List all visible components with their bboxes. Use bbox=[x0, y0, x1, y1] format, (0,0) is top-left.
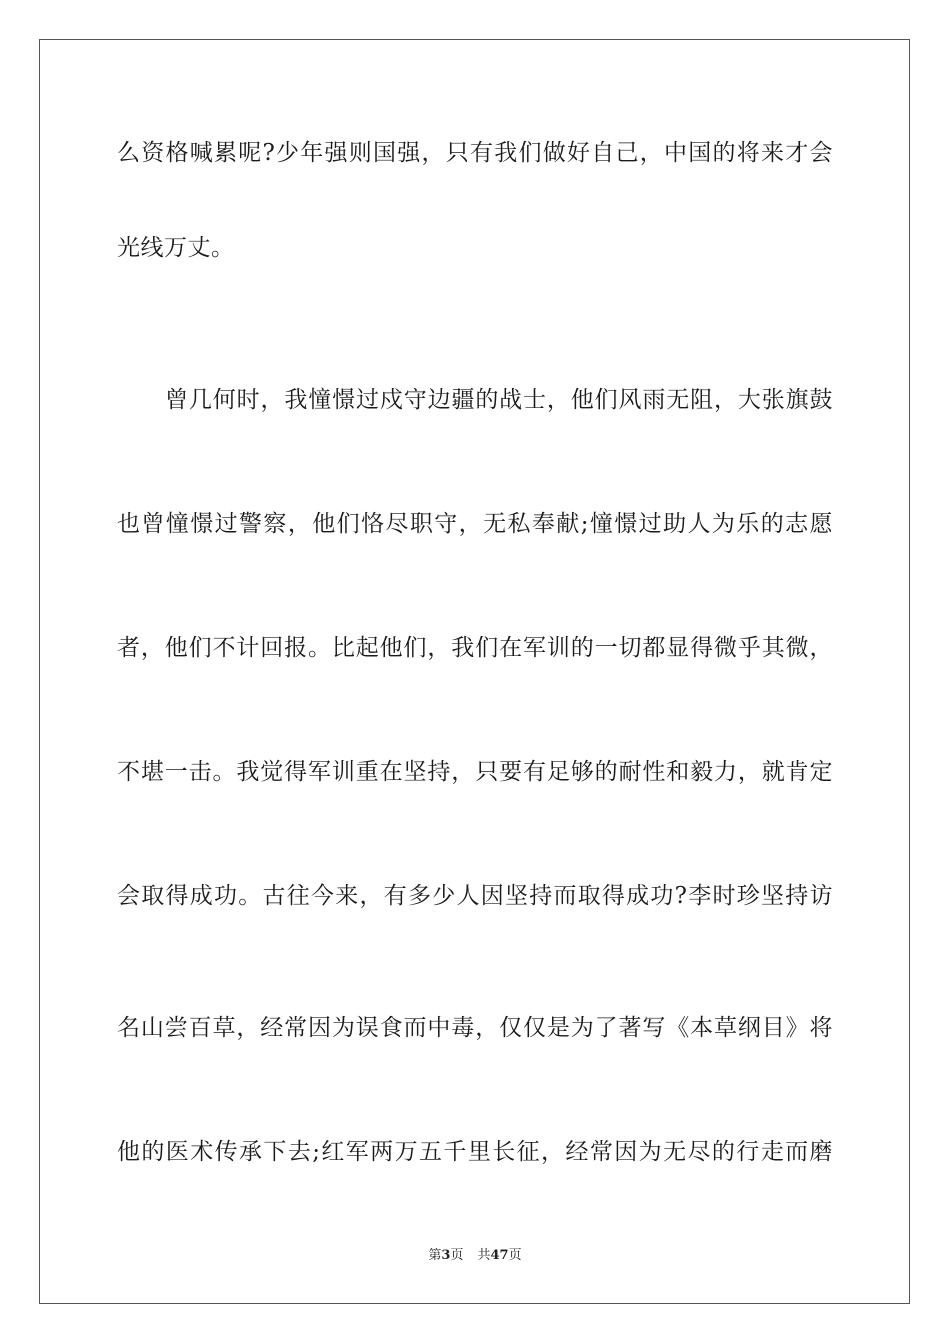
total-pages: 47 bbox=[490, 1248, 509, 1263]
text-line-1: 么资格喊累呢?少年强则国强，只有我们做好自己，中国的将来才会 bbox=[117, 140, 833, 166]
page-prefix: 第 bbox=[428, 1248, 442, 1263]
text-line-8: 名山尝百草，经常因为误食而中毒，仅仅是为了著写《本草纲目》将 bbox=[117, 1015, 833, 1041]
text-line-2: 光线万丈。 bbox=[117, 235, 235, 261]
page-suffix: 页 bbox=[450, 1248, 464, 1263]
total-suffix: 页 bbox=[508, 1248, 522, 1263]
text-line-5: 者，他们不计回报。比起他们，我们在军训的一切都显得微乎其微， bbox=[117, 635, 833, 661]
text-line-3: 曾几何时，我憧憬过戍守边疆的战士，他们风雨无阻，大张旗鼓 bbox=[165, 387, 833, 413]
text-line-6: 不堪一击。我觉得军训重在坚持，只要有足够的耐性和毅力，就肯定 bbox=[117, 759, 833, 785]
page-number: 3 bbox=[441, 1248, 451, 1263]
text-line-4: 也曾憧憬过警察，他们恪尽职守，无私奉献;憧憬过助人为乐的志愿 bbox=[117, 511, 833, 537]
text-line-7: 会取得成功。古往今来，有多少人因坚持而取得成功?李时珍坚持访 bbox=[117, 883, 833, 909]
total-prefix: 共 bbox=[477, 1248, 491, 1263]
page-frame bbox=[39, 39, 910, 1304]
page-footer bbox=[0, 1247, 950, 1265]
text-line-9: 他的医术传承下去;红军两万五千里长征，经常因为无尽的行走而磨 bbox=[117, 1139, 833, 1165]
